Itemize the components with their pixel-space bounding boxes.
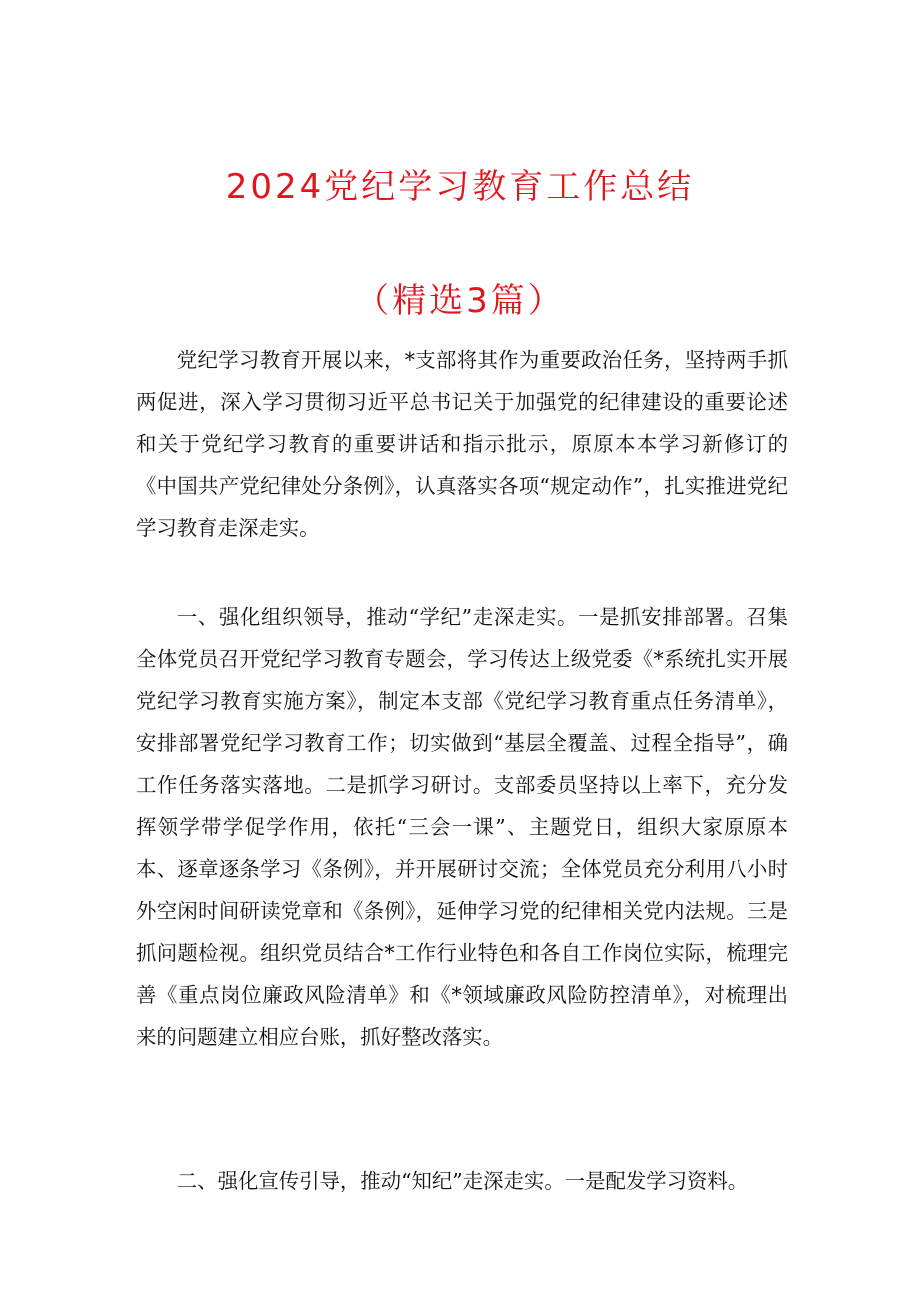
paragraph-section-one: 一、强化组织领导，推动“学纪”走深走实。一是抓安排部署。召集全体党员召开党纪学习教育专题会，学习传达上级党委《*系统扎实开展党纪学习教育实施方案》，制定本支部《党纪学习教育重点任务清单》，安排部署党纪学习教育工作；切实做到“基层全覆盖、过程全指导”，确工作任务落实落地。二是抓学习研讨。支部委员坚持以上率下，充分发挥领学带学促学作用，依托“三会一课”、主题党日，组织大家原原本本、逐章逐条学习《条例》，并开展研讨交流；全体党员充分利用八小时外空闲时间研读党章和《条例》，延伸学习党的纪律相关党内法规。三是抓问题检视。组织党员结合*工作行业特色和各自工作岗位实际，梳理完善《重点岗位廉政风险清单》和《*领域廉政风险防控清单》，对梳理出来的问题建立相应台账，抓好整改落实。	[136, 605, 788, 1049]
document-title: 2024党纪学习教育工作总结	[225, 167, 695, 207]
paragraph-section-two: 二、强化宣传引导，推动“知纪”走深走实。一是配发学习资料。	[176, 1169, 749, 1193]
document-subtitle: （精选3篇）	[355, 281, 565, 321]
paragraph-intro: 党纪学习教育开展以来，*支部将其作为重要政治任务，坚持两手抓两促进，深入学习贯彻习近平总书记关于加强党的纪律建设的重要论述和关于党纪学习教育的重要讲话和指示批示，原原本本学习新修订的《中国共产党纪律处分条例》，认真落实各项“规定动作”，扎实推进党纪学习教育走深走实。	[136, 348, 788, 540]
